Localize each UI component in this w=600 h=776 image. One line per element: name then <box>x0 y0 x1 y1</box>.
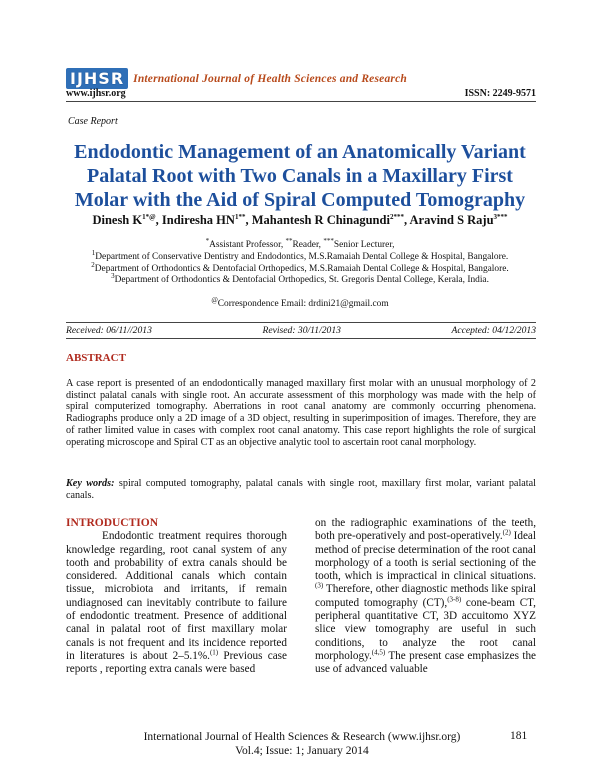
intro-right-column <box>315 517 536 677</box>
intro-paragraph: on the radiographic examinations of the teeth, both pre-operatively and post-operatively.$^{(2)}$ Ideal method of precise determination of the root canal morphology of a tooth is serial sectioning of the tooth, which is impractical in clinical situations.$^{(3)}$ Therefore, other diagnostic methods like spiral computed tomography (CT),$^{(3-8)}$ cone-beam CT, peripheral quantitative CT, 3D accuitomo XYZ slice view tomography are useful in such conditions, to analyze the root canal morphology.$^{(4,5)}$ The present case emphasizes the use of advanced valuable <box>315 517 536 676</box>
journal-header-logo <box>66 68 407 89</box>
author-name: Mahantesh R Chinagundi <box>251 213 390 227</box>
author-list: Dinesh $K^{1*@}$, Indiresha $HN^{1**}$, Mahantesh R Chinagundi$^{2***}$, Aravind S Raju$^{3***}$ <box>92 212 508 227</box>
introduction-heading: INTRODUCTION <box>66 517 159 529</box>
article-type: Case Report <box>68 116 118 127</box>
header-info-line <box>66 88 536 99</box>
abstract-heading: ABSTRACT <box>66 352 126 364</box>
correspondence-email: @Correspondence Email: drdini21@gmail.com <box>211 295 389 309</box>
footer-journal: International Journal of Health Sciences & Research (www.ijhsr.org) <box>143 731 461 743</box>
footer-volume: Vol.4; Issue: 1; January 2014 <box>235 745 369 757</box>
header-divider <box>66 101 536 102</box>
affiliations <box>60 236 540 287</box>
revised-date: Revised: 30/11/2013 <box>262 325 341 336</box>
accepted-date: Accepted: 04/12/2013 <box>451 325 536 336</box>
article-title: Endodontic Management of an Anatomically Variant Palatal Root with Two Canals in a Maxillary First Molar with the Aid of Spiral Computed Tomography <box>74 141 526 211</box>
intro-left-column <box>66 517 287 677</box>
abstract-text: A case report is presented of an endodontically managed maxillary first molar with an unusual morphology of 2 distinct palatal canals with single root. An accurate assessment of this morphology was made with the help of spiral computerized tomography. Aberrations in root canal anatomy are commonly occurring phenomena. Radiographs produce only a 2D image of a 3D object, resulting in superimposition of images. Therefore, they are of rather limited value in cases with complex root canal anatomy. This case report highlights the role of surgical operating microscope and Spiral CT as an objective analytic tool to ascertain root canal morphology. <box>66 378 536 448</box>
author-name: Indiresha HN <box>161 213 235 227</box>
author-superscript: 3*** <box>493 212 508 221</box>
author-superscript: 2*** <box>389 212 404 221</box>
keywords-text: spiral computed tomography, palatal canals with single root, maxillary first molar, variant palatal canals. <box>66 478 536 501</box>
issn: ISSN: 2249-9571 <box>464 88 536 99</box>
affiliation-line: $^2$Department of Orthodontics & Dentofacial Orthopedics, M.S.Ramaiah Dental College & Hospital, Bangalore. <box>91 260 509 274</box>
author-roles: *Assistant Professor, **Reader, ***Senior Lecturer, <box>205 236 395 250</box>
author-superscript: 1*@ <box>142 212 156 221</box>
author-name: Dinesh K <box>92 213 143 227</box>
affiliation-line: $^3$Department of Orthodontics & Dentofacial Orthopedics, St. Gregoris Dental College, Kerala, India. <box>111 272 489 286</box>
keywords <box>66 478 536 502</box>
keywords-label: Key words: <box>66 478 115 489</box>
journal-title: International Journal of Health Sciences and Research <box>133 72 407 85</box>
author-name: Aravind S Raju <box>409 213 494 227</box>
received-date: Received: 06/11//2013 <box>66 325 152 336</box>
intro-paragraph: Endodontic treatment requires thorough knowledge regarding, root canal system of any tooth and probability of extra canals should be considered. Additional canals which contain tissue, microbiota and irritants, if remain undiagnosed can inevitably contribute to failure of endodontic treatment. Presence of additional canal in palatal root of first maxillary molar canals is not frequent and its incidence reported in literatures is about 2–5.1%.$^{(1)}$ Previous case reports , reporting extra canals were based <box>66 530 287 676</box>
dates-top-divider <box>66 322 536 323</box>
journal-website[interactable]: www.ijhsr.org <box>66 88 126 99</box>
author-superscript: 1** <box>234 212 246 221</box>
page-number: 181 <box>510 730 528 742</box>
dates-bottom-divider <box>66 338 536 339</box>
article-dates <box>66 325 536 336</box>
journal-logo: IJHSR <box>66 68 128 89</box>
page-footer <box>112 730 492 758</box>
affiliation-line: $^1$Department of Conservative Dentistry and Endodontics, M.S.Ramaiah Dental College & Hospital, Bangalore. <box>91 248 509 262</box>
